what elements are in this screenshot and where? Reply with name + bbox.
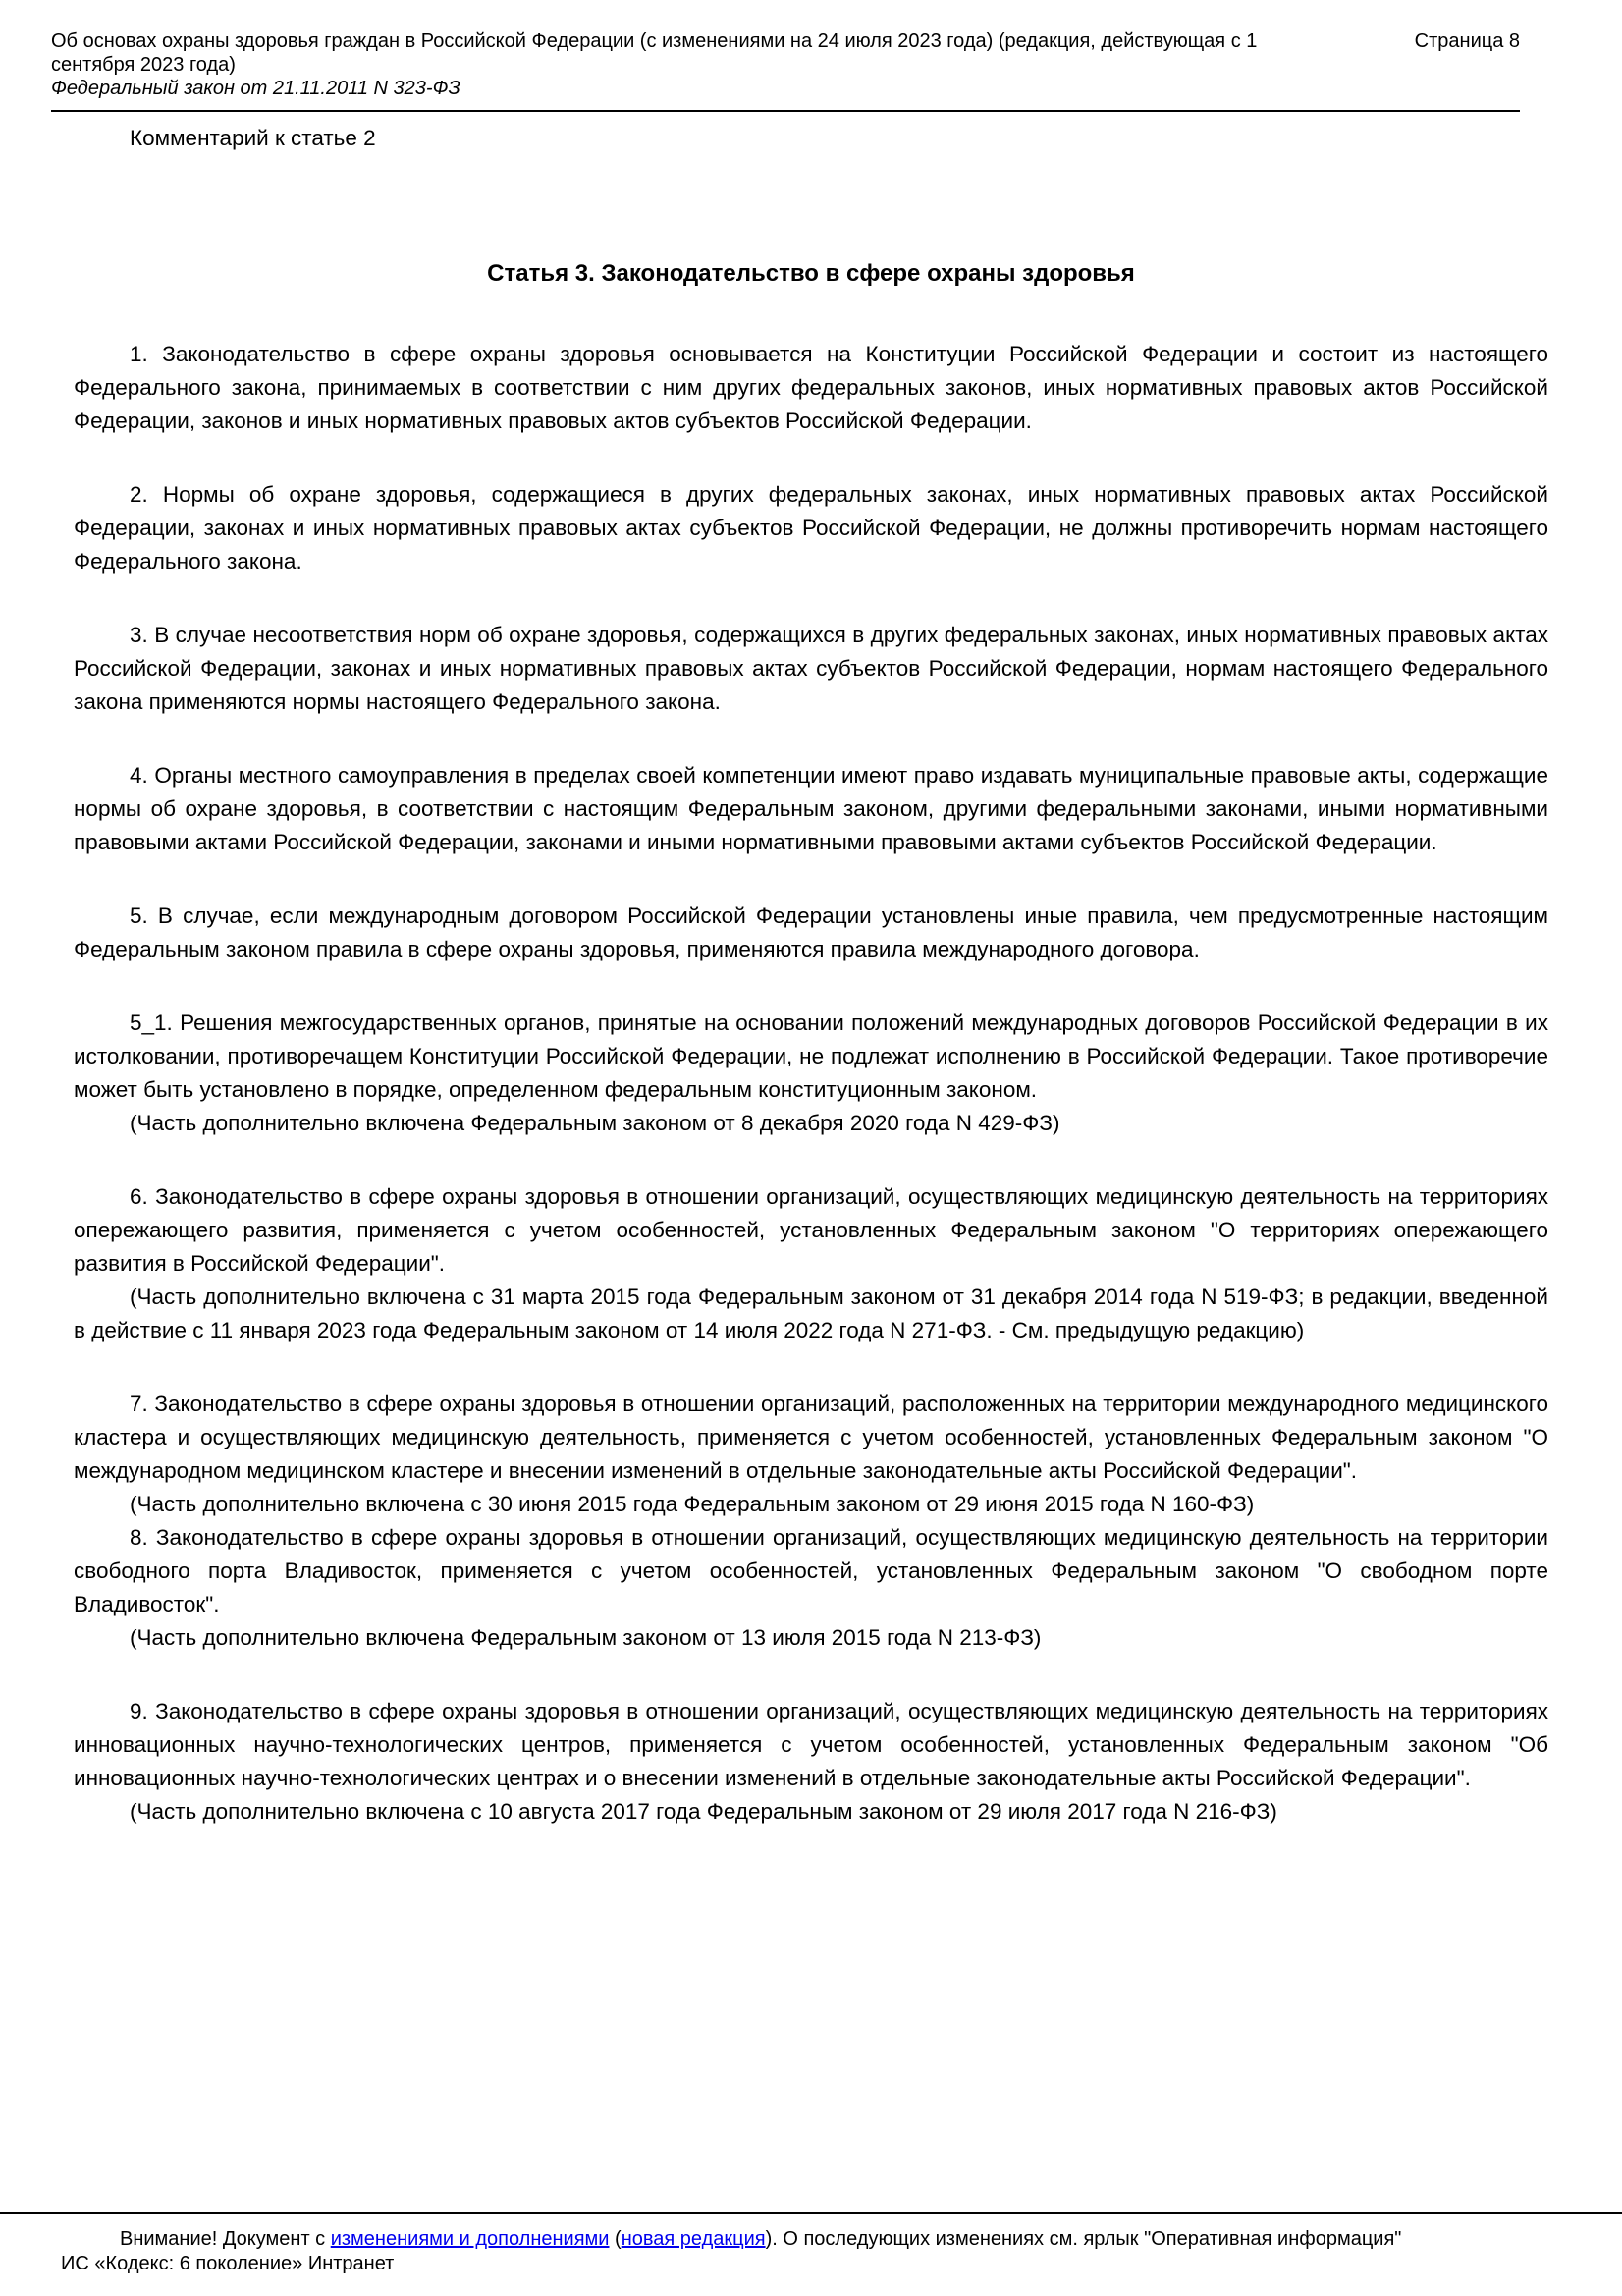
footer-notice-prefix: Внимание! Документ с <box>120 2228 331 2250</box>
header-row <box>51 29 1520 77</box>
paragraph-part-1: 1. Законодательство в сфере охраны здоровья основывается на Конституции Российской Федерации и состоит из настоящего Федерального закона, принимаемых в соответствии с ним других федеральных законов, иных нормативных правовых актов Российской Федерации, законов и иных нормативных правовых актов субъектов Российской Федерации. <box>74 342 1548 433</box>
article-heading: Статья 3. Законодательство в сфере охраны здоровья <box>487 260 1135 287</box>
note-part-9: (Часть дополнительно включена с 10 августа 2017 года Федеральным законом от 29 июля 2017 года N 216-ФЗ) <box>130 1799 1277 1824</box>
new-edition-link[interactable]: новая редакция <box>621 2228 766 2250</box>
paragraph-part-4: 4. Органы местного самоуправления в пределах своей компетенции имеют право издавать муниципальные правовые акты, содержащие нормы об охране здоровья, в соответствии с настоящим Федеральным законом, другими федеральными законами, иными нормативными правовыми актами Российской Федерации, законами и иными нормативными правовыми актами субъектов Российской Федерации. <box>74 763 1548 854</box>
paragraph-part-3: 3. В случае несоответствия норм об охране здоровья, содержащихся в других федеральных законах, иных нормативных правовых актах Российской Федерации, законах и иных нормативных правовых актах субъектов Российской Федерации, нормам настоящего Федерального закона применяются нормы настоящего Федерального закона. <box>74 623 1548 714</box>
footer-notice <box>61 2227 1563 2252</box>
document-title: Об основах охраны здоровья граждан в Российской Федерации (с изменениями на 24 июля 2023 года) (редакция, действующая с 1 сентября 2023 года) <box>51 30 1258 76</box>
footer-notice-suffix: ). О последующих изменениях см. ярлык "Оперативная информация" <box>765 2228 1402 2250</box>
note-part-8: (Часть дополнительно включена Федеральным законом от 13 июля 2015 года N 213-ФЗ) <box>130 1625 1042 1650</box>
paragraph-part-9: 9. Законодательство в сфере охраны здоровья в отношении организаций, осуществляющих медицинскую деятельность на территориях инновационных научно-технологических центров, применяется с учетом особенностей, установленных Федеральным законом "Об инновационных научно-технологических центрах и о внесении изменений в отдельные законодательные акты Российской Федерации". <box>74 1699 1548 1790</box>
note-part-7: (Часть дополнительно включена с 30 июня 2015 года Федеральным законом от 29 июня 2015 года N 160-ФЗ) <box>130 1492 1255 1516</box>
document-subtitle: Федеральный закон от 21.11.2011 N 323-ФЗ <box>51 78 460 99</box>
note-part-5-1: (Часть дополнительно включена Федеральным законом от 8 декабря 2020 года N 429-ФЗ) <box>130 1111 1060 1135</box>
source-system-label: ИС «Кодекс: 6 поколение» Интранет <box>61 2253 395 2274</box>
paragraph-part-5-1: 5_1. Решения межгосударственных органов, принятые на основании положений международных договоров Российской Федерации в их истолковании, противоречащем Конституции Российской Федерации, не подлежат исполнению в Российской Федерации. Такое противоречие может быть установлено в порядке, определенном федеральным конституционным законом. <box>74 1011 1548 1102</box>
paragraph-part-7: 7. Законодательство в сфере охраны здоровья в отношении организаций, расположенных на территории международного медицинского кластера и осуществляющих медицинскую деятельность, применяется с учетом особенностей, установленных Федеральным законом "О международном медицинском кластере и внесении изменений в отдельные законодательные акты Российской Федерации". <box>74 1392 1548 1483</box>
note-part-6: (Часть дополнительно включена с 31 марта 2015 года Федеральным законом от 31 декабря 2014 года N 519-ФЗ; в редакции, введенной в действие с 11 января 2023 года Федеральным законом от 14 июля 2022 года N 271-ФЗ. - См. предыдущую редакцию) <box>74 1285 1548 1342</box>
comment-to-article-label: Комментарий к статье 2 <box>130 126 376 150</box>
paragraph-part-2: 2. Нормы об охране здоровья, содержащиеся в других федеральных законах, иных нормативных правовых актах Российской Федерации, законах и иных нормативных правовых актах субъектов Российской Федерации, не должны противоречить нормам настоящего Федерального закона. <box>74 482 1548 574</box>
paragraph-part-6: 6. Законодательство в сфере охраны здоровья в отношении организаций, осуществляющих медицинскую деятельность на территориях опережающего развития, применяется с учетом особенностей, установленных Федеральным законом "О территориях опережающего развития в Российской Федерации". <box>74 1184 1548 1276</box>
changes-and-additions-link[interactable]: изменениями и дополнениями <box>330 2228 610 2250</box>
document-body <box>0 112 1622 2212</box>
paragraph-part-5: 5. В случае, если международным договором Российской Федерации установлены иные правила, чем предусмотренные настоящим Федеральным законом правила в сфере охраны здоровья, применяются правила международного договора. <box>74 903 1548 961</box>
page-footer <box>0 2212 1622 2296</box>
page-number-label: Страница 8 <box>1414 30 1520 52</box>
footer-notice-between: ( <box>609 2228 622 2250</box>
page-header <box>0 0 1622 112</box>
paragraph-part-8: 8. Законодательство в сфере охраны здоровья в отношении организаций, осуществляющих медицинскую деятельность на территории свободного порта Владивосток, применяется с учетом особенностей, установленных Федеральным законом "О свободном порте Владивосток". <box>74 1525 1548 1616</box>
